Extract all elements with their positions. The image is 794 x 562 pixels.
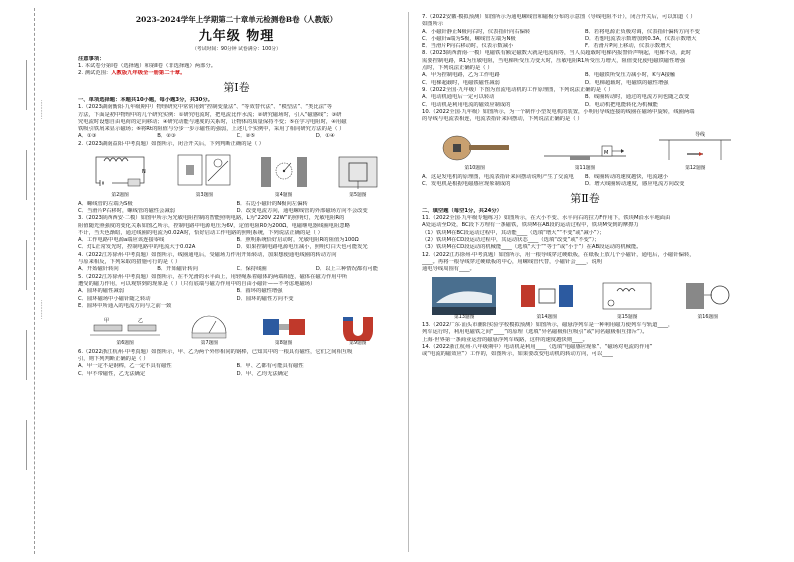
option: A．电动机通电后一定可以转动: [422, 94, 495, 101]
question-text: 9.（2022全国·九年级）下图为直流电动机的工作原理图，下列说法正确的是（ ）: [422, 86, 614, 93]
question-text: 6.（2022浙江杭州·中考真题）如图所示，甲、乙为两个外形相同的钢棒，已知其中的一根具有磁性，它们之间相互吸: [78, 348, 353, 355]
question-text: 铁吸引铁屑来显示磁场；⑥将Rt的阻值与分步一步示磁性的强弱，上述几个实例中，采用了相同研究方法的是（ ）: [78, 126, 345, 133]
answer-options: [422, 102, 748, 109]
figure-caption: 第3题图: [195, 193, 214, 199]
question-text: 11.（2022全国·九年级专题练习）如图所示，在大小不变、水平向右的拉力F作用下，铁块M沿水平地面由: [422, 215, 671, 222]
answer-options: [78, 288, 395, 295]
answer-options: [78, 244, 395, 251]
binding-line: [34, 8, 35, 554]
question-text: 的导线与电流表相连，电流表指针来回摆动，下列说法正确的是（ ）: [422, 116, 583, 123]
answer-options: [422, 94, 748, 101]
question-text: 究电流时设想自由电荷的定向移动；④研究动能与速度的关系时，让物体的质量保持不变；⑤在学习电阻时，④用磁: [78, 118, 347, 125]
option: D．电动机把电能转化为机械能: [585, 101, 658, 108]
question-text: 或“电流的磁效应”）工作的，如图所示，如果要改变电动机的转动方向，可以____: [422, 351, 613, 358]
question-text: 列车运行时，利用电磁铁之间“____”的原理（选填“异名磁极相互吸引”或“同名磁极相互排斥”）。: [422, 329, 648, 336]
meter-illustration: [184, 313, 234, 341]
answer-options: [422, 36, 748, 43]
fig11-label-M: M: [603, 150, 609, 157]
question-text: 13.（2022广东·汕头市潮阳实验学校模拟预测）如图所示，磁悬浮列车是一种利用磁力使列车与轨道____，: [422, 322, 674, 329]
question-text: 4.（2022江苏徐州·中考真题）如图所示，线圈通电后，受磁场力作用开始转动，加果想使通电线圈的转动方向: [78, 251, 337, 258]
fig6-label-jia: 甲: [104, 318, 110, 325]
answer-options: [78, 201, 395, 208]
figure: [259, 313, 309, 348]
figure: [90, 313, 160, 348]
option: D．改变电流方向，通电螺线管的外部磁场方向不会改变: [236, 207, 368, 214]
figure: [597, 277, 657, 322]
option: E．当滑片P向右移动时，仪表示数减小: [422, 43, 514, 50]
question-text: （3）铁块M在CD段运动的机械能____（选填“大于”“等于”或“小于”）在AB段运动的机械能。: [422, 244, 642, 251]
answer-options: [78, 133, 395, 140]
option: F．若滑片P向上移动，仪表示数增大: [585, 43, 671, 50]
iron-block-track-illustration: [540, 126, 630, 166]
figure: [174, 151, 234, 200]
binding-field: [14, 150, 27, 200]
question-text: 上海·世界第一条商业运营的磁悬浮列车线路，这样的速度越快则____。: [422, 336, 588, 343]
option: C．小磁针a端为S极，螺线管左端为N极: [422, 35, 516, 42]
binding-field: [14, 60, 27, 110]
option: A．开始磁针转向: [78, 266, 119, 273]
question-text: 3.（2023陕西西安·二模）如图甲所示为光敏电阻控制的智能照明电路，L为“220V 22W”的照明灯，光敏电阻R的: [78, 215, 345, 222]
question-text: A处运动至D处，BC段下方埋有一条磁铁，铁块M在AB段的运动过程中，铁块M受到的摩擦力: [422, 222, 639, 229]
option: C．发电机是根据电磁感应现象制成的: [422, 181, 511, 188]
question-text: 12.（2022江苏徐州·中考真题）如图所示，用一根导线穿过硬纸板，在纸板上放几个小磁针，通电后，小磁针偏转，: [422, 251, 695, 258]
figure-caption: 第9题图: [349, 341, 367, 347]
notice-item: 1. 本试卷分第Ⅰ卷（选择题）和第Ⅱ卷（非选择题）两部分。: [78, 63, 217, 70]
option: D．甲、乙均无法确定: [236, 370, 289, 377]
question-text: 2.（2023湖南益阳·中考真题）如图所示，闭合开关后，下列判断正确的是（ ）: [78, 140, 265, 147]
maglev-train-illustration: [432, 277, 496, 315]
answer-options: [78, 363, 395, 370]
exam-meta: （考试时间：90分钟 试卷满分：100分）: [192, 47, 281, 53]
answer-options: [78, 237, 395, 244]
option: C．电梯超载时，电磁铁磁性减弱: [422, 79, 500, 86]
option: B．圆环的磁性增强: [236, 288, 283, 295]
section-heading: 二、填空题（每空1分，共24分）: [422, 207, 502, 214]
question-text: 方法，下面是初中物理中的几个研究实例：①研究电流时，把电流比作水流；②研究磁场时，引入“磁感线”；③研: [78, 111, 342, 118]
binding-dots: ············: [38, 100, 44, 120]
binding-field: [14, 240, 27, 290]
binding-dots: ············: [38, 300, 44, 320]
figure-caption: 第12题图: [685, 166, 706, 172]
question-text: （2）铁块M在CD段运动过程中，其运动状态____（选填“改变”或“不变”）；: [422, 237, 600, 244]
electric-bell-illustration: [678, 277, 738, 315]
option: C．灯L正常发光时，控制电路中的电流大于0.02A: [78, 244, 196, 251]
fig12-label-wire: 导线: [695, 132, 706, 139]
answer-options: [422, 181, 748, 188]
figure-caption: 第4题图: [274, 193, 293, 199]
column-divider: [408, 12, 409, 552]
figure: [333, 151, 383, 200]
option: B．电磁铁所受压力减小时，K与A接触: [585, 72, 676, 79]
motor-magnet-illustration: [517, 277, 577, 315]
option: A．①③: [78, 133, 97, 140]
option: B．线圈转动的速度越快，电流越小: [585, 174, 669, 181]
answer-options: [422, 72, 748, 79]
left-column: [78, 14, 395, 378]
question-text: 遭受的磁力作用，可以观察到的现象是（ ）（只有底端与磁力作用中的自由小磁针——不考虑地磁场）: [78, 280, 316, 287]
figure-caption: 第10题图: [464, 166, 485, 172]
figure-caption: 第15题图: [617, 314, 638, 320]
notice-heading: 注意事项：: [78, 55, 105, 62]
question-text: 10.（2022全国·九年级）如图所示，为一个制作小型发电机的装置，小明用导线连接的线圈在磁场中旋转，线圈两端: [422, 108, 695, 115]
option: C．圆环磁场中小磁针随之转动: [78, 295, 151, 302]
figure: [517, 277, 577, 322]
figure-row: [422, 126, 748, 173]
option: D．如果控制电路电源电压减小，照明灯白天也可能发光: [236, 244, 368, 251]
question-text: 通电导线周围有____。: [422, 266, 475, 273]
magnet-pair-illustration: [259, 313, 309, 341]
magnetic-field-coil-illustration: [259, 151, 309, 193]
answer-options: [422, 80, 748, 87]
figure-caption: 第2题图: [111, 193, 129, 199]
right-column: [422, 14, 748, 359]
option: D．①④: [315, 133, 335, 140]
option: A．这是发电机的原理图，电流表指针来回摆动说明产生了交流电: [422, 174, 574, 181]
answer-options: [422, 43, 748, 50]
wire-compass-illustration: [655, 126, 735, 166]
option: D．电梯超载时，电磁铁的磁性增强: [585, 79, 669, 86]
answer-options: [78, 296, 395, 303]
steel-bars-illustration: [90, 313, 160, 341]
part2-heading: 第Ⅱ卷: [570, 191, 600, 205]
answer-options: [78, 266, 395, 273]
figure-row: [78, 313, 395, 348]
question-text: 1.（2023湖南衡阳·九年级期中）物理研究中常常用到“控制变量法”、“等效替代法”、“模型法”、“类比法”等: [78, 104, 333, 111]
question-text: 5.（2022江苏徐州·中考真题）如图所示，在不光滑的水平面上，用轻绳系着磁体的两端相连，磁体在磁力作用中所: [78, 273, 348, 280]
question-text: （1）铁块M在BC段运动过程中，其动能____（选填“增大”“不变”或“减小”）；: [422, 229, 605, 236]
figure: [540, 126, 630, 173]
fig6-label-yi: 乙: [138, 318, 144, 325]
section-heading: 一、单项选择题：本题共10小题，每小题3分，共30分。: [78, 96, 213, 103]
question-text: 阻值随光照强度的变化关系如图乙所示，控制电路中电源电压为6V，定值电阻R0为200Ω，电磁继电器线圈电阻忽略: [78, 222, 350, 229]
figure-caption: 第5题图: [349, 193, 367, 199]
part1-heading: 第Ⅰ卷: [223, 80, 250, 94]
notice-range: 人教版九年级全一册第二十章。: [111, 70, 186, 77]
horseshoe-magnet-illustration: [333, 313, 383, 341]
question-text: 不计，当天色渐暗，通过线圈的电流为0.02A时，恰好启动工作电路的照明系统，下列说法正确的是（ ）: [78, 229, 323, 236]
binding-field: [14, 420, 27, 470]
figure-caption: 第7题图: [200, 341, 219, 347]
option: C．电动机是利用电流的磁效应制成的: [422, 101, 511, 108]
option: B．开始磁针转向: [157, 266, 198, 273]
question-text: 如图所示: [422, 21, 444, 28]
question-text: 14.（2022浙江杭州·八年级期中）电动机是利用____（选填“电磁感应现象”、“磁场对电流的作用”: [422, 344, 653, 350]
coil-in-magnet-illustration: [333, 151, 383, 193]
exam-title: 2023-2024学年上学期第二十章单元检测卷B卷（人教版）: [135, 15, 338, 24]
option: C．②⑤: [236, 133, 255, 140]
option: B．甲、乙都有可能具有磁性: [236, 363, 304, 370]
option: C．甲不带磁性，乙无法确定: [78, 370, 146, 377]
figure-row: [78, 151, 395, 200]
figure-caption: 第13题图: [454, 314, 475, 320]
option: D．增大线圈转动速度，感应电流方向改变: [585, 181, 685, 188]
figure-caption: 第14题图: [536, 314, 557, 320]
figure: [655, 126, 735, 173]
question-text: 8.（2023陕西渭南·一模）电磁铁有额定磁数大就是电流相等，当人员超载时电梯内报警铃声响起，电梯不动，此时: [422, 50, 692, 57]
figure: [90, 151, 150, 200]
question-text: 与原来相反，下列采取的措施可行的是（ ）: [78, 259, 181, 266]
figure: [259, 151, 309, 200]
fig-label-N: N: [142, 169, 146, 176]
figure-caption: 第6题图: [116, 341, 134, 347]
option: E．圆环中所通入的电流方向与之前一致: [78, 302, 172, 309]
light-control-circuit-illustration: [174, 151, 234, 193]
answer-options: [422, 29, 748, 36]
option: B．照明系统恰好启动时，光敏电阻R的阻值为100Ω: [236, 237, 359, 244]
option: B．线圈转动时，通过的电流方向也随之改变: [585, 94, 690, 101]
option: B．②③: [157, 133, 176, 140]
figure: [435, 126, 515, 173]
option: D．圆环的磁性方向不变: [236, 295, 294, 302]
notice-item: 2. 测试范围：人教版九年级全一册第二十章。: [78, 70, 186, 77]
guitar-pickup-illustration: [435, 126, 515, 166]
option: C．当滑片P右移时，螺线管的磁性会减弱: [78, 207, 175, 214]
figure-caption: 第11题图: [574, 166, 596, 172]
option: C．保持线圈: [236, 266, 267, 273]
option: A．小磁针静止N极向右时，仪表指针向右偏转: [422, 28, 531, 35]
figure-row: [422, 277, 748, 322]
figure: [184, 313, 234, 348]
option: A．甲为控制电路，乙为工作电路: [422, 72, 500, 79]
answer-options: [78, 371, 395, 378]
question-text: ____。再将一根导线穿过硬纸板的中心，用螺线管代替，小磁针会____，说明: [422, 258, 603, 265]
option: B．右边小磁针的N极向左偏转: [236, 200, 308, 207]
figure: [678, 277, 738, 322]
option: A．工作电路中电源a端应该连接零线: [78, 237, 165, 244]
option: D．以上三种情况都有可能: [315, 266, 379, 273]
option: D．若想电流表示数增加到0.3A，仪表示数增大: [585, 35, 697, 42]
figure-caption: 第16题图: [697, 314, 718, 320]
binding-margin: [0, 0, 58, 562]
figure: [432, 277, 496, 322]
figure: [333, 313, 383, 348]
question-text: 7.（2022安徽·模拟预测）如图所示为通电螺线管和磁极分布的示意图（导线电阻不计），闭合开关后，可以知道（ ）: [422, 14, 696, 20]
option: B．若将电源正负极对调，仪表指针偏转方向不变: [585, 28, 700, 35]
question-text: 引，则下列判断正确的是（ ）: [78, 356, 149, 362]
option: A．圆环的磁性减弱: [78, 288, 124, 295]
solenoid-circuit-illustration: [90, 151, 150, 193]
option: A．螺线管的左端为S极: [78, 200, 133, 207]
answer-options: [422, 174, 748, 181]
binding-field: [14, 330, 27, 380]
exam-main-title: 九年级 物理: [198, 29, 275, 45]
option: A．甲一定不是钢棒，乙一定不具有磁性: [78, 363, 172, 370]
question-text: 点时，下列说法正确的是（ ）: [422, 65, 493, 72]
question-text: 需要控制电路，R1为压敏电阻，当电梯所受压力变大时，压敏电阻R1所受压力增大，阻值变化使电磁铁磁性增强: [422, 57, 686, 64]
electromagnet-circuit-illustration: [597, 277, 657, 315]
figure-caption: 第8题图: [274, 341, 293, 347]
answer-options: [78, 208, 395, 215]
